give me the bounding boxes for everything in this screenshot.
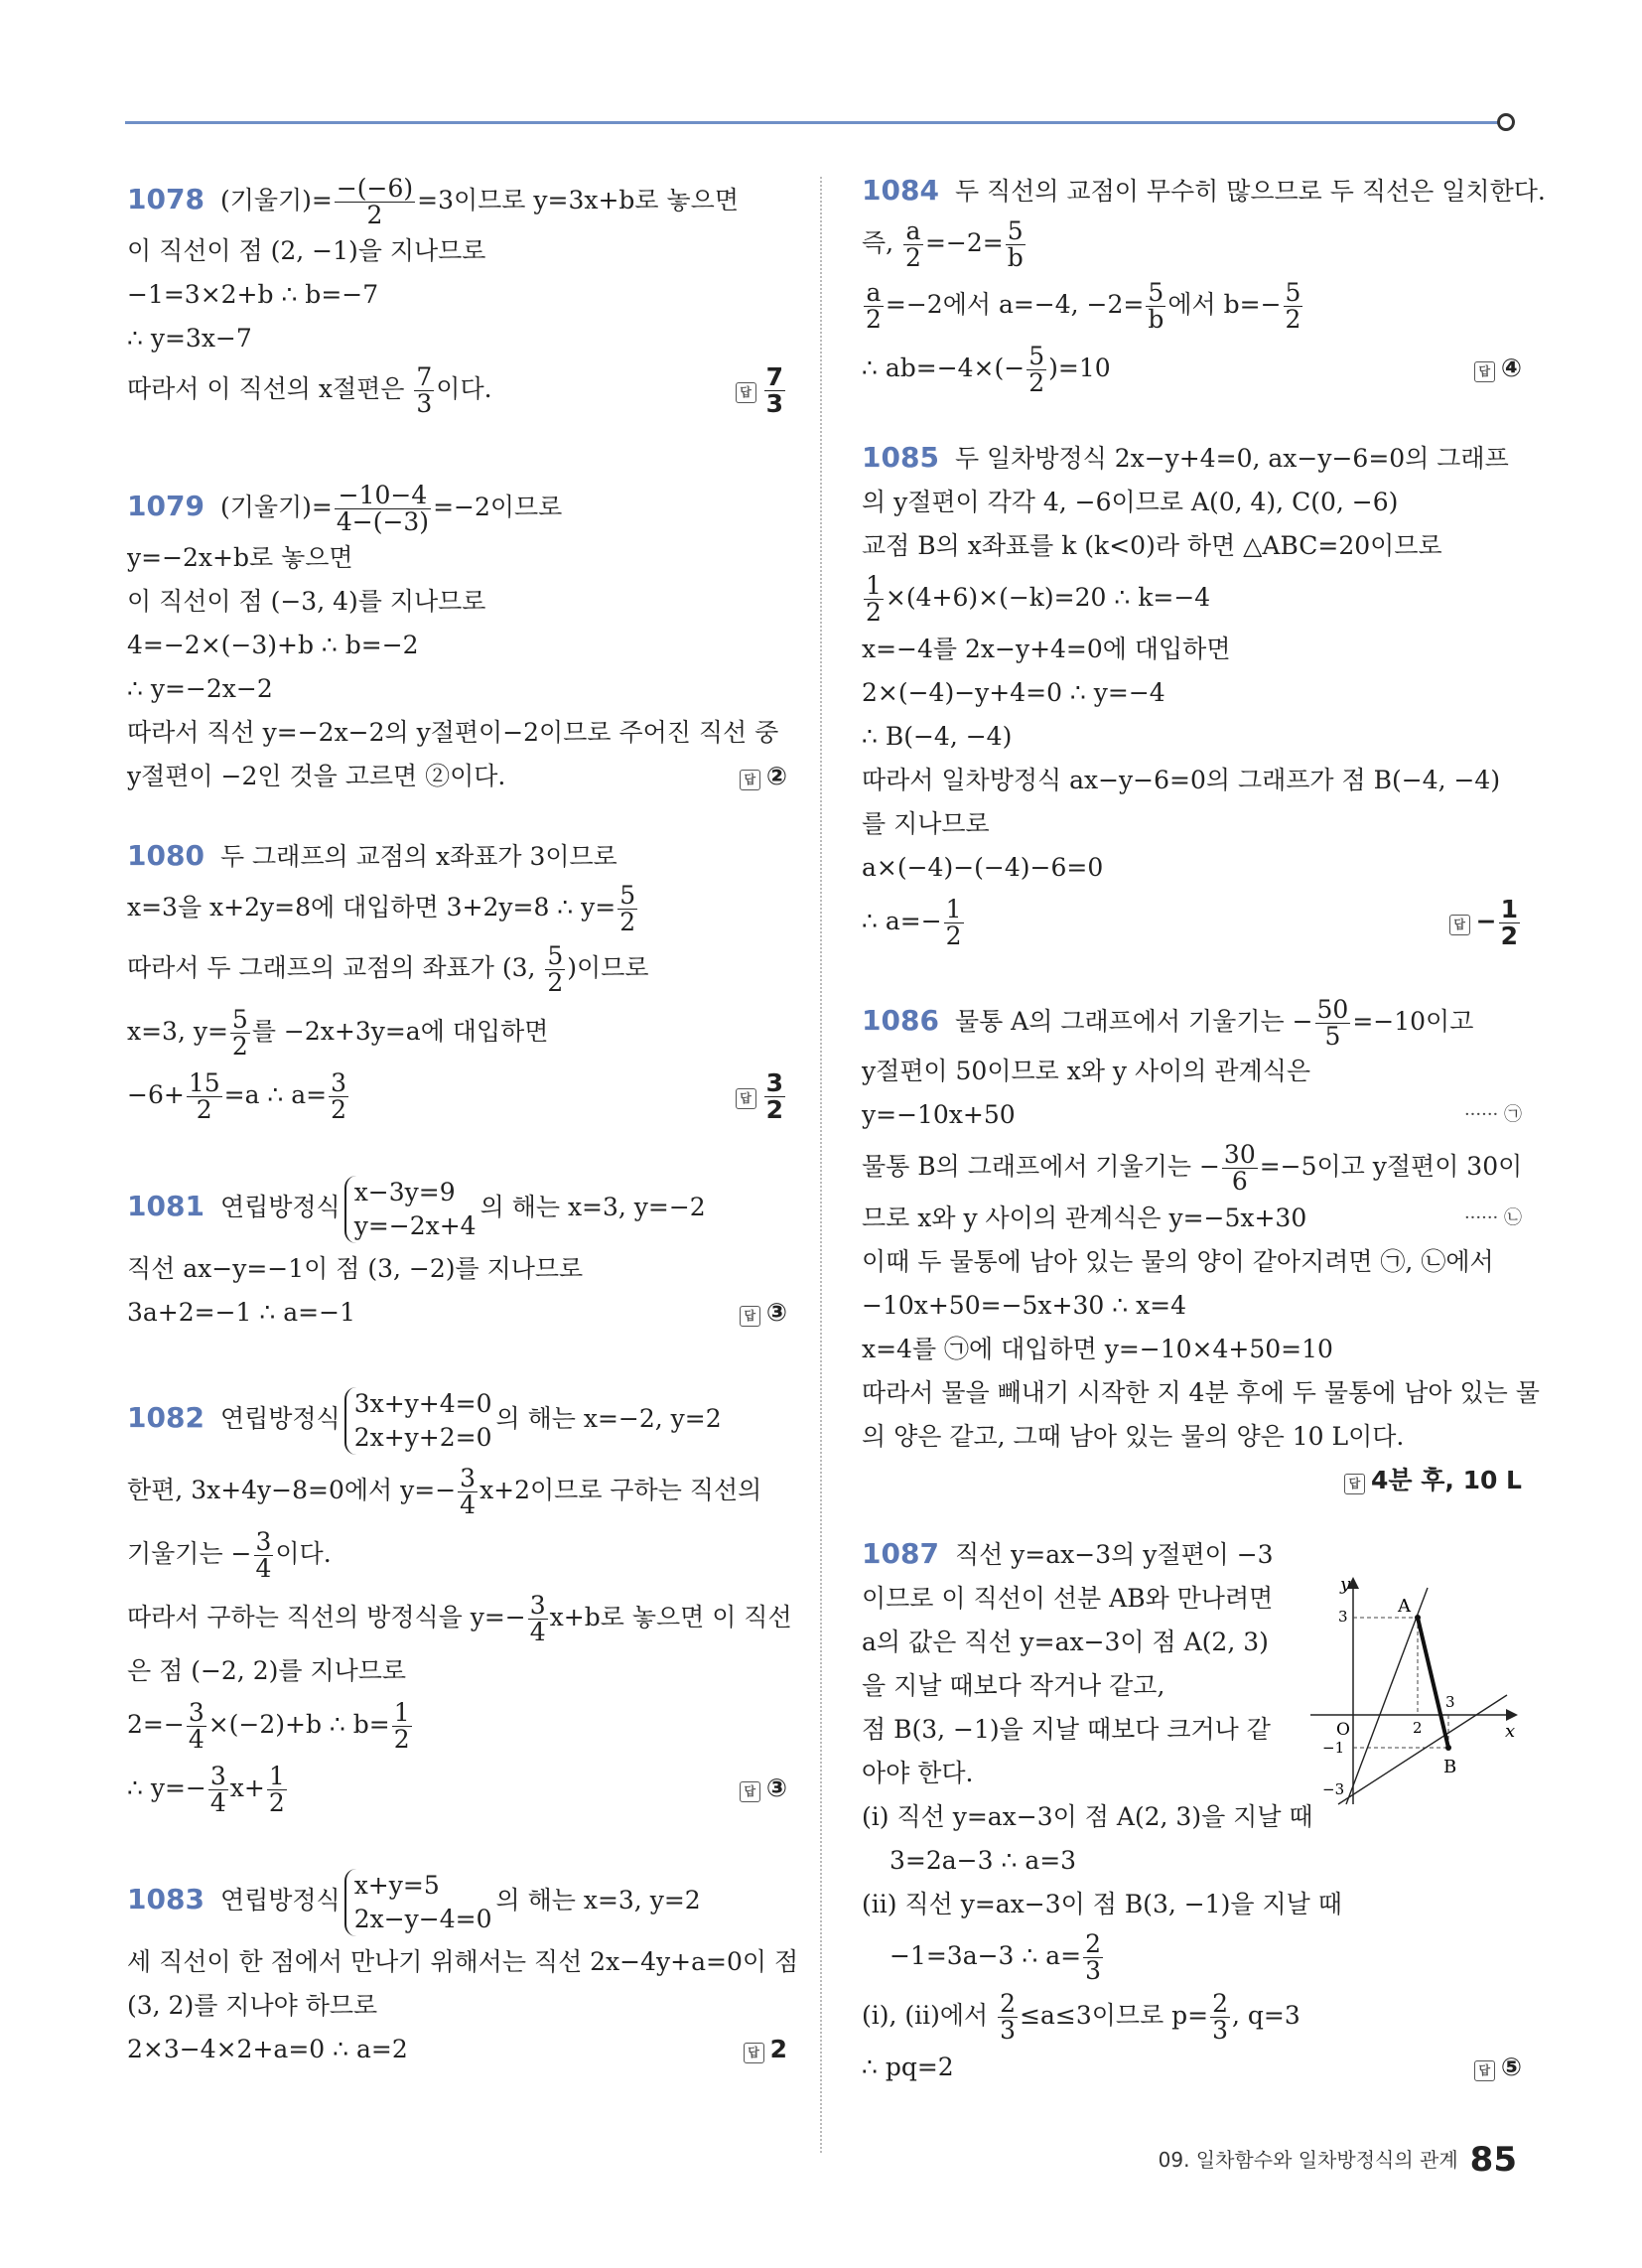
- top-rule-dot: [1497, 113, 1515, 131]
- answer: 답 ③: [740, 1757, 787, 1820]
- equation-system: x+y=5 2x−y−4=0: [344, 1869, 492, 1936]
- left-column: [127, 169, 799, 2071]
- problem-1081: 1081 연립방정식 x−3y=9 y=−2x+4 의 해는 x=3, y=−2 직선 ax−y=−1이 점 (3, −2)를 지나므로 3a+2=−1 ∴ a=−1 답 ③: [127, 1167, 787, 1335]
- page-number: 85: [1469, 2140, 1517, 2180]
- problem-number: 1087: [862, 1537, 939, 1570]
- top-rule: [125, 121, 1505, 124]
- problem-1087-graph: [1308, 1574, 1522, 1807]
- problem-number: 1078: [127, 183, 205, 215]
- problem-1085: 1085 두 일차방정식 2x−y+4=0, ax−y−6=0의 그래프 의 y절편이 각각 4, −6이므로 A(0, 4), C(0, −6) 교점 B의 x좌표를 k (k<0)라 하면 △ABC=20이므로 $\frac{1}{2}$ ×(4+6)×(−k)=20 ∴ k=−4 x=−4를 2x−y+4=0에 대입하면 2×(−4)−y+4=0 ∴ y=−4 ∴ B(−4, −4) 따라서 일차방정식 ax−y−6=0의 그래프가 점 B(−4, −4) 를 지나므로 a×(−4)−(−4)−6=0 ∴ a=− $\frac{1}{2}$ 답 − $\frac{1}{2}$: [862, 436, 1522, 953]
- problem-1086: 1086 물통 A의 그래프에서 기울기는 − $\frac{50}{5}$ =−10이고 y절편이 50이므로 x와 y 사이의 관계식은 y=−10x+50 ······ ㉠ 물통 B의 그래프에서 기울기는 − $\frac{30}{6}$ =−5이고 y절편이 30이 므로 x와 y 사이의 관계식은 y=−5x+30 ······ ㉡ 이때 두 물통에 남아 있는 물의 양이 같아지려면 ㉠, ㉡에서 −10x+50=−5x+30 ∴ x=4 x=4를 ㉠에 대입하면 y=−10×4+50=10 따라서 물을 빼내기 시작한 지 4분 후에 두 물통에 남아 있는 물 의 양은 같고, 그때 남아 있는 물의 양은 10 L이다. 답 4분 후, 10 L: [862, 993, 1522, 1502]
- page-footer: [1159, 2140, 1517, 2180]
- problem-1084: 1084 두 직선의 교점이 무수히 많으므로 두 직선은 일치한다. 즉, $\frac{a}{2}$ =−2= $\frac{5}{b}$ $\frac{a}{2}$ =−2에서 a=−4, −2= $\frac{5}{b}$ 에서 b=− $\frac{5}{2}$ ∴ ab=−4×(− $\frac{5}{2}$ )=10 답 ④: [862, 169, 1522, 400]
- problem-number: 1083: [127, 1883, 205, 1915]
- problem-1087: 1087 직선 y=ax−3의 y절편이 −3 이므로 이 직선이 선분 AB와 만나려면 a의 값은 직선 y=ax−3이 점 A(2, 3) 을 지날 때보다 작거나 같고, 점 B(3, −1)을 지날 때보다 크거나 같 아야 한다. (ⅰ) 직선 y=ax−3이 점 A(2, 3)을 지날 때 3=2a−3 ∴ a=3 (ⅱ) 직선 y=ax−3이 점 B(3, −1)을 지날 때 −1=3a−3 ∴ a= $\frac{2}{3}$ (ⅰ), (ⅱ)에서 $\frac{2}{3}$ ≤a≤3이므로 p= $\frac{2}{3}$ , q=3 ∴ pq=2 답 ⑤: [862, 1532, 1522, 2089]
- point-b-label: B: [1443, 1757, 1457, 1777]
- origin-label: O: [1336, 1720, 1350, 1740]
- problem-1083: 1083 연립방정식 x+y=5 2x−y−4=0 의 해는 x=3, y=2 세 직선이 한 점에서 만나기 위해서는 직선 2x−4y+a=0이 점 (3, 2)를 지나야 하므로 2×3−4×2+a=0 ∴ a=2 답 2: [127, 1860, 787, 2071]
- line-through-b: [1338, 1695, 1507, 1804]
- equation-marker: ······ ㉡: [1463, 1207, 1522, 1228]
- problem-number: 1081: [127, 1190, 205, 1222]
- equation-marker: ······ ㉠: [1463, 1104, 1522, 1125]
- chapter-title: 09. 일차함수와 일차방정식의 관계: [1158, 2148, 1458, 2172]
- x-axis-label: x: [1505, 1721, 1516, 1742]
- segment-ab: [1418, 1618, 1448, 1748]
- tick-ym3: −3: [1322, 1780, 1345, 1798]
- problem-1078: 1078 (기울기)= $\frac{-(-6)}{2}$ =3이므로 y=3x+b로 놓으면 이 직선이 점 (2, −1)을 지나므로 −1=3×2+b ∴ b=−7 ∴ y=3x−7 따라서 이 직선의 x절편은 $\frac{7}{3}$ 이다. 답 $\frac{7}{3}$: [127, 171, 787, 418]
- problem-1079: 1079 (기울기)= $\frac{-10-4}{4-(-3)}$ =−2이므로 y=−2x+b로 놓으면 이 직선이 점 (−3, 4)를 지나므로 4=−2×(−3)+b ∴ b=−2 ∴ y=−2x−2 따라서 직선 y=−2x−2의 y절편이−2이므로 주어진 직선 중 y절편이 −2인 것을 고르면 ②이다. 답 ②: [127, 478, 787, 798]
- tick-ym1: −1: [1322, 1739, 1345, 1757]
- line-through-a: [1346, 1588, 1428, 1804]
- problem-number: 1080: [127, 839, 205, 872]
- problem-number: 1079: [127, 490, 205, 522]
- answer: 답 ③: [740, 1291, 787, 1335]
- y-axis-label: y: [1340, 1574, 1351, 1595]
- problem-1080: 1080 두 그래프의 교점의 x좌표가 3이므로 x=3을 x+2y=8에 대입하면 3+2y=8 ∴ y= $\frac{5}{2}$ 따라서 두 그래프의 교점의 좌표가 (3, $\frac{5}{2}$ )이므로 x=3, y= $\frac{5}{2}$ 를 −2x+3y=a에 대입하면 −6+ $\frac{15}{2}$ =a ∴ a= $\frac{3}{2}$ 답 $\frac{3}{2}$: [127, 834, 787, 1127]
- answer: 답 ⑤: [1474, 2046, 1522, 2089]
- fraction: $\frac{-(-6)}{2}$: [336, 174, 414, 229]
- answer: 답 4분 후, 10 L: [862, 1459, 1522, 1502]
- point-a-label: A: [1398, 1596, 1411, 1617]
- answer: 답 $\frac{7}{3}$: [736, 360, 787, 418]
- problem-1082: 1082 연립방정식 3x+y+4=0 2x+y+2=0 의 해는 x=−2, y=2 한편, 3x+4y−8=0에서 y=− $\frac{3}{4}$ x+2이므로 구하는 직선의 기울기는 − $\frac{3}{4}$ 이다. 따라서 구하는 직선의 방정식을 y=− $\frac{3}{4}$ x+b로 놓으면 이 직선 은 점 (−2, 2)를 지나므로 2=− $\frac{3}{4}$ ×(−2)+b ∴ b= $\frac{1}{2}$ ∴ y=− $\frac{3}{4}$ x+ $\frac{1}{2}$ 답 ③: [127, 1378, 787, 1820]
- problem-number: 1084: [862, 174, 939, 207]
- equation-system: x−3y=9 y=−2x+4: [344, 1176, 477, 1243]
- tick-x3: 3: [1445, 1693, 1455, 1711]
- tick-y3: 3: [1338, 1608, 1348, 1626]
- answer: 답 − $\frac{1}{2}$: [1449, 890, 1522, 953]
- tick-x2: 2: [1413, 1719, 1423, 1737]
- column-divider: [820, 177, 822, 2153]
- answer-mark: 답: [736, 382, 756, 403]
- point-b: [1445, 1745, 1451, 1751]
- answer: 답 ②: [740, 755, 787, 798]
- answer: 답 ④: [1474, 337, 1522, 400]
- point-a: [1415, 1615, 1421, 1621]
- answer: 답 2: [744, 2028, 787, 2071]
- answer: 답 $\frac{3}{2}$: [736, 1063, 787, 1127]
- problem-number: 1086: [862, 1004, 939, 1037]
- problem-number: 1082: [127, 1401, 205, 1434]
- problem-number: 1085: [862, 441, 939, 474]
- equation-system: 3x+y+4=0 2x+y+2=0: [344, 1387, 492, 1455]
